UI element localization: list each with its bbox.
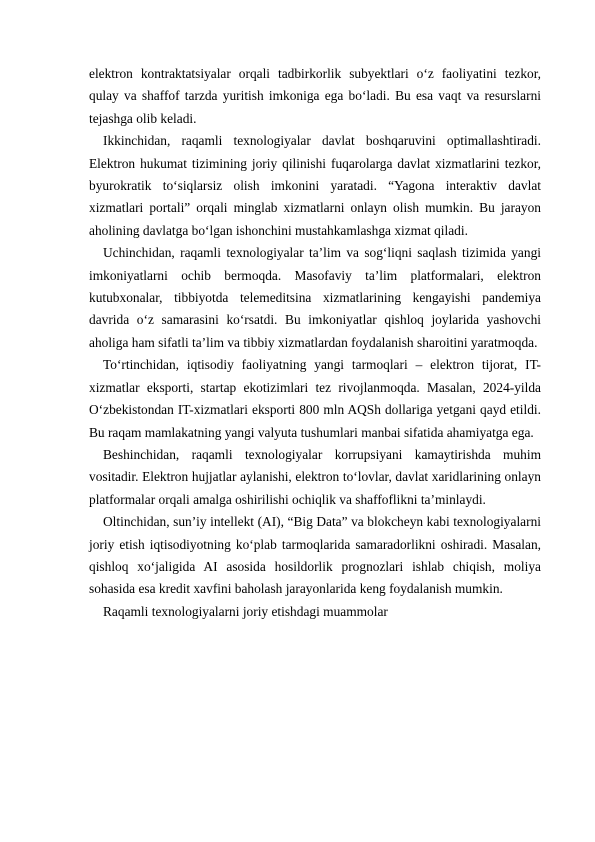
paragraph-sixth-point: Oltinchidan, sun’iy intellekt (AI), “Big Data” va blokcheyn kabi texnologiyalarni joriy etish iqtisodiyotning ko‘plab tarmoqlarida samaradorlikni oshiradi. Masalan, qishloq xo‘jaligida AI asosida hosildorlik prognozlari ishlab chiqish, moliya sohasida esa kredit xavfini baholash jarayonlarida keng foydalanish mumkin. — [89, 514, 541, 597]
paragraph-continuation: elektron kontraktatsiyalar orqali tadbirkorlik subyektlari o‘z faoliyatini tezkor, qulay va shaffof tarzda yuritish imkoniga ega bo‘ladi. Bu esa vaqt va resurslarni tejashga olib keladi. — [89, 66, 541, 126]
paragraph-third-point: Uchinchidan, raqamli texnologiyalar ta’lim va sog‘liqni saqlash tizimida yangi imkoniyatlarni ochib bermoqda. Masofaviy ta’lim platformalari, elektron kutubxonalar, tibbiyotda telemeditsina xizmatlarining kengayishi pandemiya davrida o‘z samarasini ko‘rsatdi. Bu imkoniyatlar qishloq joylarida yashovchi aholiga ham sifatli ta’lim va tibbiy xizmatlardan foydalanish sharoitini yaratmoqda. — [89, 245, 541, 350]
paragraph-second-point: Ikkinchidan, raqamli texnologiyalar davlat boshqaruvini optimallashtiradi. Elektron hukumat tizimining joriy qilinishi fuqarolarga davlat xizmatlarini tezkor, byurokratik to‘siqlarsiz olish imkonini yaratadi. “Yagona interaktiv davlat xizmatlari portali” orqali minglab xizmatlarni onlayn olish mumkin. Bu jarayon aholining davlatga bo‘lgan ishonchini mustahkamlashga xizmat qiladi. — [89, 133, 541, 238]
paragraph-fourth-point: To‘rtinchidan, iqtisodiy faoliyatning yangi tarmoqlari – elektron tijorat, IT-xizmatlar eksporti, startap ekotizimlari tez rivojlanmoqda. Masalan, 2024-yilda O‘zbekistondan IT-xizmatlari eksporti 800 mln AQSh dollariga yetgani qayd etildi. Bu raqam mamlakatning yangi valyuta tushumlari manbai sifatida ahamiyatga ega. — [89, 357, 541, 440]
body-text — [89, 63, 541, 623]
section-heading: Raqamli texnologiyalarni joriy etishdagi muammolar — [103, 603, 388, 619]
paragraph-fifth-point: Beshinchidan, raqamli texnologiyalar korrupsiyani kamaytirishda muhim vositadir. Elektron hujjatlar aylanishi, elektron to‘lovlar, davlat xaridlarining onlayn platformalar orqali amalga oshirilishi ochiqlik va shaffoflikni ta’minlaydi. — [89, 446, 541, 507]
